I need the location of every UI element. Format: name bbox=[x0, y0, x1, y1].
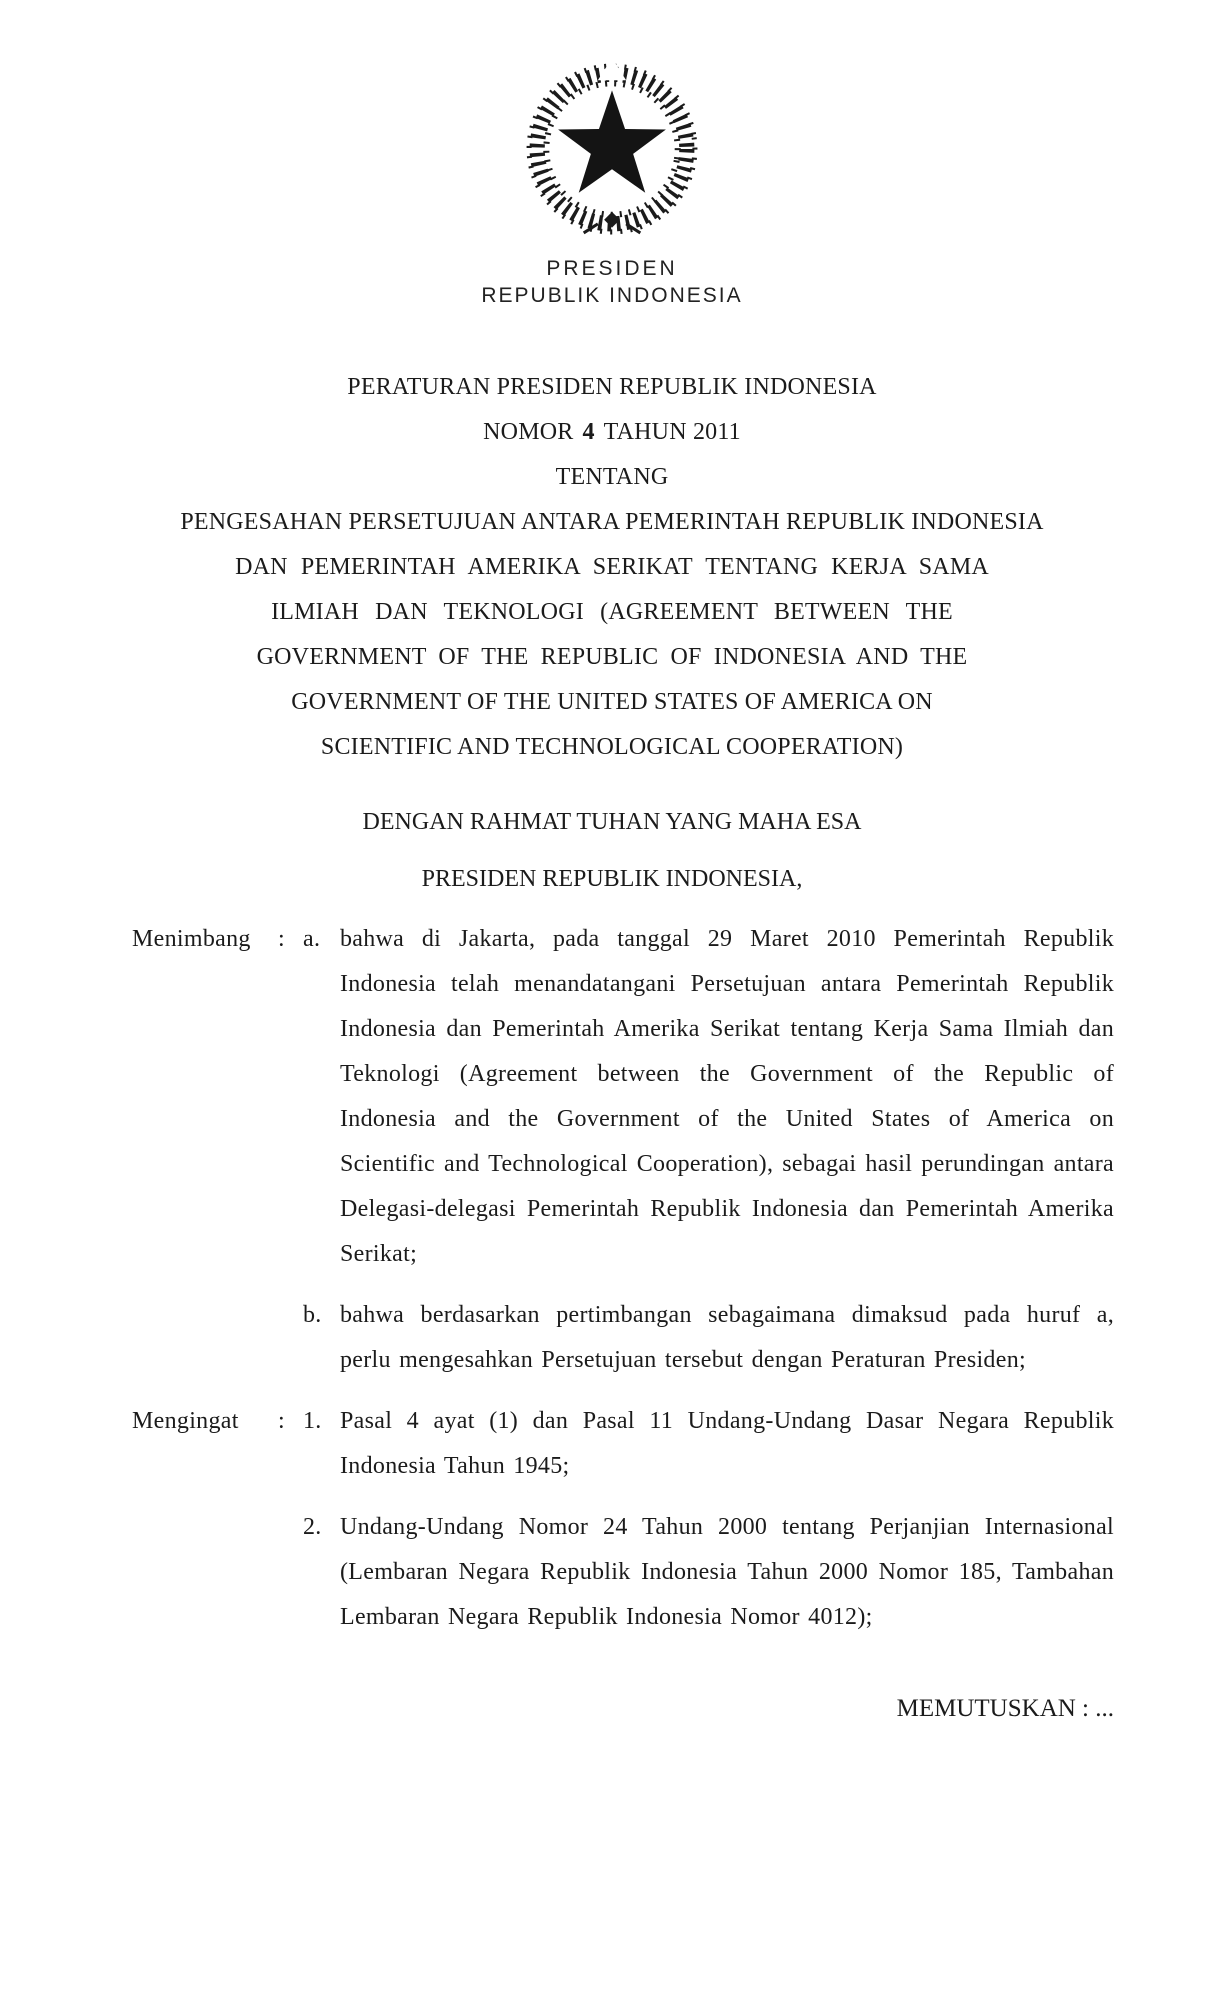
item-marker: b. bbox=[303, 1302, 322, 1328]
tahun-label: TAHUN 2011 bbox=[603, 419, 741, 445]
subject-line: PENGESAHAN PERSETUJUAN ANTARA PEMERINTAH REPUBLIK INDONESIA bbox=[180, 509, 1044, 535]
regulation-heading: PERATURAN PRESIDEN REPUBLIK INDONESIA bbox=[347, 374, 877, 400]
invocation-line: DENGAN RAHMAT TUHAN YANG MAHA ESA bbox=[362, 809, 862, 835]
considering-clause bbox=[0, 917, 1224, 1399]
item-marker: 1. bbox=[303, 1408, 322, 1434]
title-block bbox=[0, 365, 1224, 770]
item-text: bahwa di Jakarta, pada tanggal 29 Maret 2010 Pemerintah Republik Indonesia telah menandatangani Persetujuan antara Pemerintah Republik Indonesia dan Pemerintah Amerika Serikat tentang Kerja Sama Ilmiah dan Teknologi (Agreement between the Government of the Republic of Indonesia and the Government of the United States of America on Scientific and Technological Cooperation), sebagai hasil perundingan antara Delegasi-delegasi Pemerintah Republik Indonesia dan Pemerintah Amerika Serikat; bbox=[340, 926, 1114, 1267]
considering-colon: : bbox=[278, 926, 285, 952]
subject-line: ILMIAH DAN TEKNOLOGI (AGREEMENT BETWEEN THE bbox=[271, 599, 953, 625]
letterhead-presiden: PRESIDEN bbox=[546, 257, 678, 280]
preamble bbox=[0, 800, 1224, 902]
presidential-seal-icon bbox=[521, 56, 703, 243]
item-text: bahwa berdasarkan pertimbangan sebagaimana dimaksud pada huruf a, perlu mengesahkan Persetujuan tersebut dengan Peraturan Presiden; bbox=[340, 1302, 1114, 1373]
clauses bbox=[0, 917, 1224, 1656]
subject-line: SCIENTIFIC AND TECHNOLOGICAL COOPERATION) bbox=[320, 734, 904, 760]
letterhead bbox=[0, 0, 1224, 243]
nomor-label: NOMOR bbox=[483, 419, 574, 445]
star-icon bbox=[558, 90, 666, 192]
item-marker: 2. bbox=[303, 1514, 322, 1540]
item-text: Pasal 4 ayat (1) dan Pasal 11 Undang-Undang Dasar Negara Republik Indonesia Tahun 1945; bbox=[340, 1408, 1114, 1479]
considering-item-b bbox=[303, 1293, 1114, 1383]
authority-line: PRESIDEN REPUBLIK INDONESIA, bbox=[421, 866, 803, 892]
subject-line: GOVERNMENT OF THE REPUBLIC OF INDONESIA AND THE bbox=[256, 644, 968, 670]
recalling-item-1 bbox=[303, 1399, 1114, 1489]
regulation-subject bbox=[0, 500, 1224, 770]
recalling-colon: : bbox=[278, 1408, 285, 1434]
subject-line: DAN PEMERINTAH AMERIKA SERIKAT TENTANG KERJA SAMA bbox=[235, 554, 989, 580]
recalling-clause bbox=[0, 1399, 1224, 1656]
tentang-label: TENTANG bbox=[555, 464, 669, 490]
item-text: Undang-Undang Nomor 24 Tahun 2000 tentang Perjanjian Internasional (Lembaran Negara Republik Indonesia Tahun 2000 Nomor 185, Tambahan Lembaran Negara Republik Indonesia Nomor 4012); bbox=[340, 1514, 1114, 1630]
letterhead-republik-indonesia: REPUBLIK INDONESIA bbox=[481, 284, 743, 307]
recalling-item-2 bbox=[303, 1505, 1114, 1640]
considering-item-a bbox=[303, 917, 1114, 1277]
regulation-number-line bbox=[0, 410, 1224, 455]
item-marker: a. bbox=[303, 926, 321, 952]
nomor-value: 4 bbox=[582, 419, 595, 445]
subject-line: GOVERNMENT OF THE UNITED STATES OF AMERICA ON bbox=[291, 689, 933, 715]
considering-label: Menimbang bbox=[132, 926, 251, 952]
memutuskan-catchline: MEMUTUSKAN : ... bbox=[896, 1695, 1114, 1722]
recalling-label: Mengingat bbox=[132, 1408, 239, 1434]
